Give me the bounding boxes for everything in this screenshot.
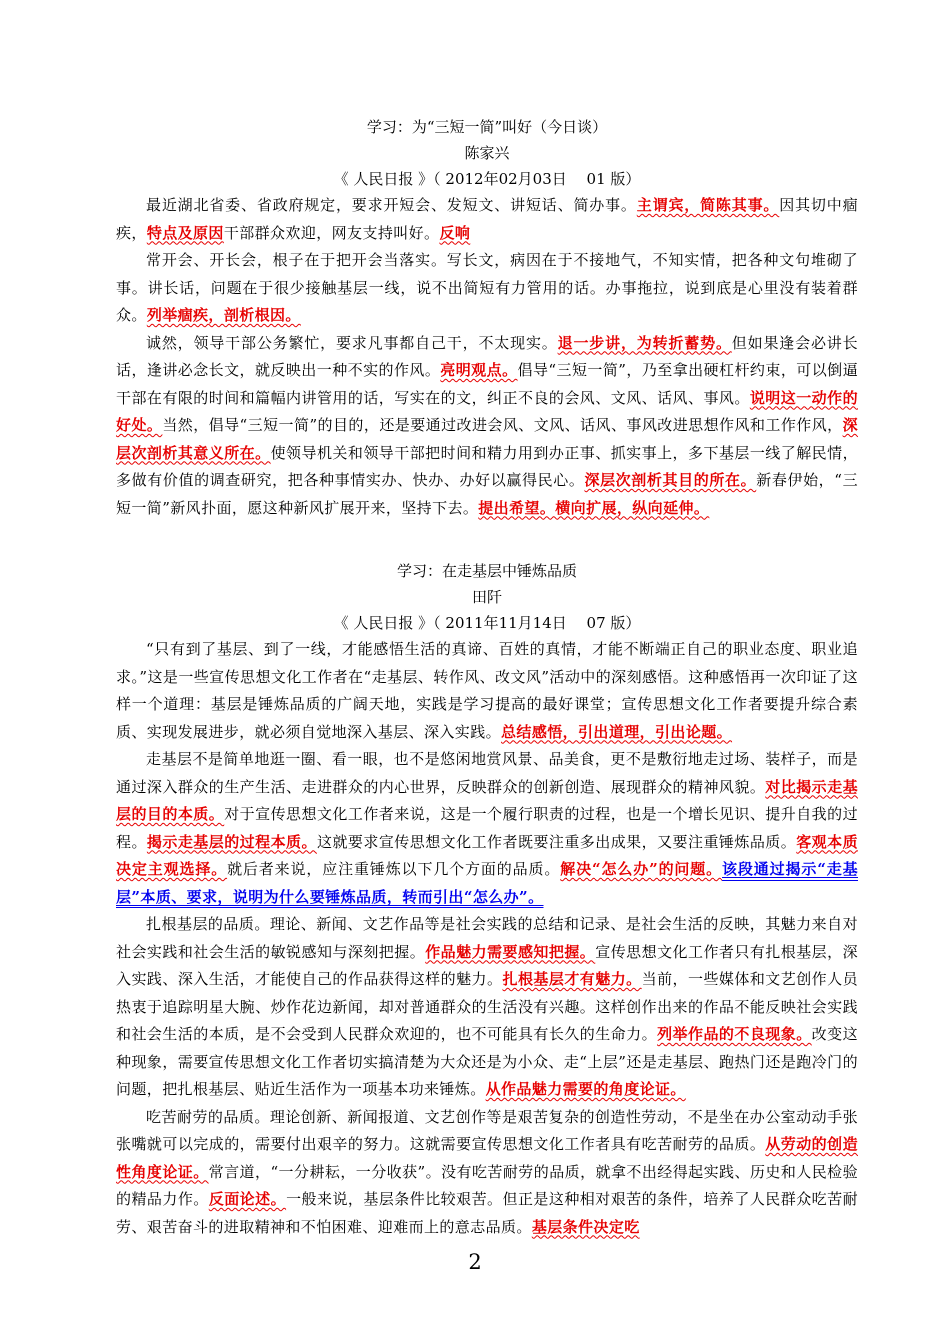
annotation-red: 深层次剖析其意义所在。 xyxy=(116,416,859,462)
text-run: 因其切中痼疾， xyxy=(116,196,858,242)
annotation-red: 总结感悟，引出道理，引出论题。 xyxy=(501,722,733,741)
paragraph xyxy=(116,911,858,1104)
text-run: 对于宣传思想文化工作者来说，这是一个履行职责的过程，也是一个增长见识、提升自我的过程。 xyxy=(116,805,858,851)
text-run: 新春伊始，“三短一简”新风扑面，愿这种新风扩展开来，坚持下去。 xyxy=(116,471,858,517)
article-title: 学习：为“三短一简”叫好（今日谈） xyxy=(366,118,608,136)
text-run: 但如果逢会必讲长话，逢讲必念长文，就反映出一种不实的作风。 xyxy=(116,333,859,379)
text-run: 干部群众欢迎，网友支持叫好。 xyxy=(223,223,440,242)
paragraph xyxy=(116,1104,858,1242)
annotation-blue: 该段通过揭示“走基层”本质、要求，说明为什么要锤炼品质，转而引出“怎么办”。 xyxy=(116,860,858,906)
text-run: 诚然，领导干部公务繁忙，要求凡事都自己干，不太现实。 xyxy=(146,333,558,352)
annotation-red: 亮明观点。 xyxy=(440,361,518,379)
article-title: 学习：在走基层中锤炼品质 xyxy=(396,562,577,580)
paragraph xyxy=(116,636,858,746)
annotation-red: 列举作品的不良现象。 xyxy=(657,1025,812,1043)
article-author: 陈家兴 xyxy=(464,144,510,162)
text-run: 使领导机关和领导干部把时间和精力用到办正事、抓实事上，多下基层一线了解民情，多做有价值的调查研究，把各种事情实办、快办、办好以赢得民心。 xyxy=(116,443,858,489)
text-run: 宣传思想文化工作者只有扎根基层，深入实践、深入生活，才能使自己的作品获得这样的魅力。 xyxy=(116,942,858,988)
annotation-red: 揭示走基层的过程本质。 xyxy=(146,832,317,851)
paragraph xyxy=(116,330,858,523)
page-number: 2 xyxy=(468,1250,482,1274)
annotation-red: 退一步讲，为转折蓄势。 xyxy=(557,333,732,352)
article-2 xyxy=(116,558,858,1241)
text-run: 倡导“三短一简”，乃至拿出硬杠杆约束，可以倒逼干部在有限的时间和篇幅内讲管用的话，写实在的文，纠正不良的会风、文风、话风、事风。 xyxy=(116,361,858,407)
text-run: 吃苦耐劳的品质。理论创新、新闻报道、文艺创作等是艰苦复杂的创造性劳动，不是坐在办公室动动手张张嘴就可以完成的，需要付出艰辛的努力。这就需要宣传思想文化工作者具有吃苦耐劳的品质。 xyxy=(116,1107,858,1153)
text-run: 当然，倡导“三短一简”的目的，还是要通过改进会风、文风、话风、事风改进思想作风和工作作风， xyxy=(162,416,843,434)
text-run: 走基层不是简单地逛一圈、看一眼，也不是悠闲地赏风景、品美食，更不是敷衍地走过场、装样子，而是通过深入群众的生产生活、走进群众的内心世界，反映群众的创新创造、展现群众的精神风貌。 xyxy=(116,750,858,796)
annotation-red: 提出希望。横向扩展，纵向延伸。 xyxy=(478,498,710,517)
text-run: 这就要求宣传思想文化工作者既要注重多出成果，又要注重锤炼品质。 xyxy=(316,832,797,851)
annotation-red: 作品魅力需要感知把握。 xyxy=(425,942,596,961)
annotation-red: 列举痼疾，剖析根因。 xyxy=(146,306,301,324)
annotation-red: 客观本质决定主观选择。 xyxy=(116,832,858,878)
text-run: 常言道，“一分耕耘，一分收获”。没有吃苦耐劳的品质，就拿不出经得起实践、历史和人民检验的精品力作。 xyxy=(116,1162,859,1208)
article-source: 《 人民日报 》（ 2011年11月14日 07 版） xyxy=(333,614,641,632)
paragraph xyxy=(116,746,858,911)
annotation-red: 特点及原因 xyxy=(146,223,224,242)
text-run: 一般来说，基层条件比较艰苦。但正是这种相对艰苦的条件，培养了人民群众吃苦耐劳、艰苦奋斗的进取精神和不怕困难、迎难而上的意志品质。 xyxy=(116,1190,858,1236)
annotation-red: 从劳动的创造性角度论证。 xyxy=(116,1135,858,1181)
text-run: 改变这种现象，需要宣传思想文化工作者切实搞清楚为大众还是为小众、走“上层”还是走基层、跑热门还是跑冷门的问题，把扎根基层、贴近生活作为一项基本功来锤炼。 xyxy=(116,1025,858,1098)
annotation-red: 解决“怎么办”的问题。 xyxy=(560,860,723,878)
paragraph xyxy=(116,192,858,247)
annotation-red: 扎根基层才有魅力。 xyxy=(502,970,642,988)
article-1 xyxy=(116,114,858,522)
article-source: 《 人民日报 》（ 2012年02月03日 01 版） xyxy=(333,170,641,188)
annotation-red: 反响 xyxy=(439,223,471,242)
annotation-red: 从作品魅力需要的角度论证。 xyxy=(485,1080,686,1098)
annotation-red: 反面论述。 xyxy=(208,1190,287,1208)
annotation-red: 主谓宾，简陈其事。 xyxy=(636,196,780,214)
annotation-red: 深层次剖析其目的所在。 xyxy=(584,471,757,489)
text-run: “只有到了基层、到了一线，才能感悟生活的真谛、百姓的真情，才能不断端正自己的职业态度、职业追求。”这是一些宣传思想文化工作者在“走基层、转作风、改文风”活动中的深刻感悟。这种感悟再一次印证了这样一个道理：基层是锤炼品质的广阔天地，实践是学习提高的最好课堂；宣传思想文化工作者要提升综合素质、实现发展进步，就必须自觉地深入基层、深入实践。 xyxy=(116,640,858,741)
text-run: 常开会、开长会，根子在于把开会当落实。写长文，病因在于不接地气，不知实情，把各种文句堆砌了事。讲长话，问题在于很少接触基层一线，说不出简短有力管用的话。办事拖拉，说到底是心里没有装着群众。 xyxy=(116,251,858,324)
paragraph xyxy=(116,247,858,330)
text-run: 扎根基层的品质。理论、新闻、文艺作品等是社会实践的总结和记录、是社会生活的反映，其魅力来自对社会实践和社会生活的敏锐感知与深刻把握。 xyxy=(116,915,858,961)
text-run: 最近湖北省委、省政府规定，要求开短会、发短文、讲短话、简办事。 xyxy=(146,196,637,214)
annotation-red: 说明这一动作的好处。 xyxy=(116,388,858,434)
annotation-red: 对比揭示走基层的目的本质。 xyxy=(116,777,858,823)
text-run: 当前，一些媒体和文艺创作人员热衷于追踪明星大腕、炒作花边新闻，却对普通群众的生活没有兴趣。这样创作出来的作品不能反映社会实践和社会生活的本质，是不会受到人民群众欢迎的，也不可能具有长久的生命力。 xyxy=(116,970,858,1043)
annotation-red: 基层条件决定吃 xyxy=(531,1217,640,1236)
page-content xyxy=(116,114,858,1241)
article-author: 田阡 xyxy=(471,588,502,606)
article-separator xyxy=(116,522,858,558)
text-run: 就后者来说，应注重锤炼以下几个方面的品质。 xyxy=(227,860,561,878)
